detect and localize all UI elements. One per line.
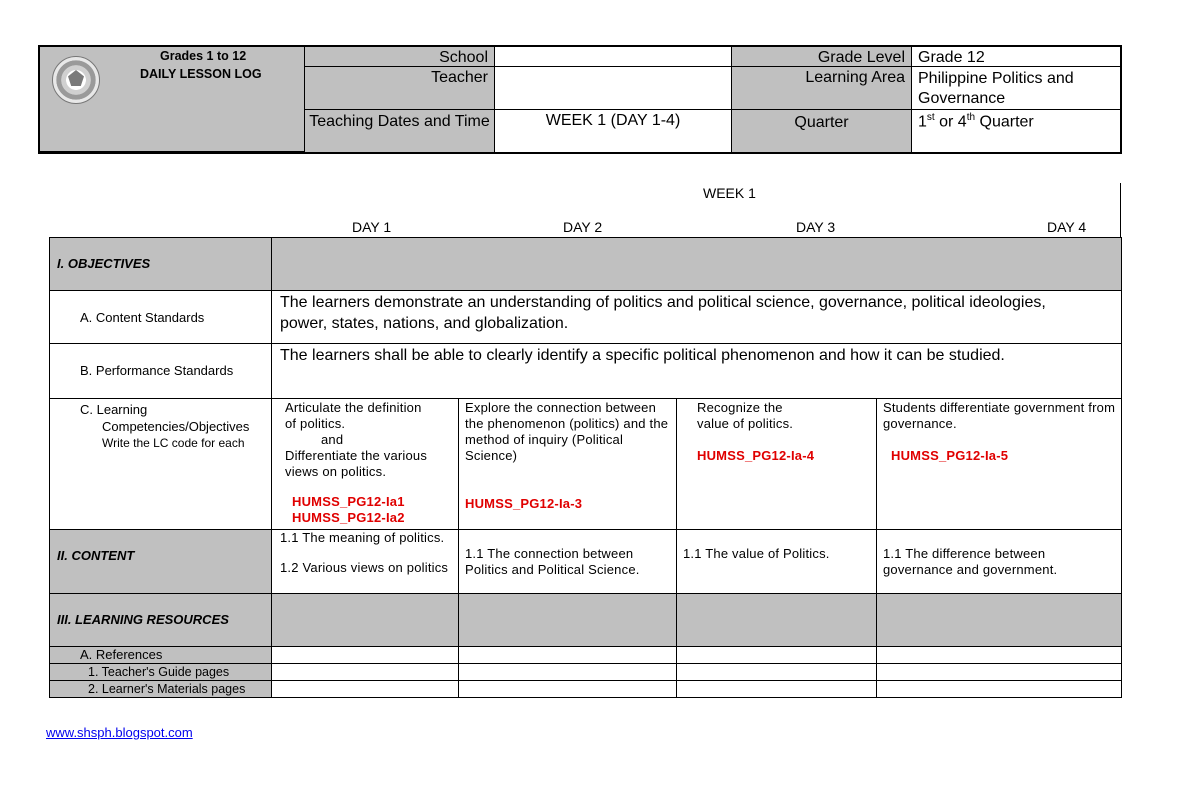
references-day-4[interactable] xyxy=(876,646,1122,664)
day-1-line-4: Differentiate the various xyxy=(285,448,428,463)
day-3-line-1: Recognize the xyxy=(697,400,783,415)
quarter-sup-1: st xyxy=(926,112,935,123)
day-3-competency xyxy=(676,398,877,530)
day-1-content-item-2: 1.2 Various views on politics xyxy=(280,560,449,575)
day-3-lc-code: HUMSS_PG12-Ia-4 xyxy=(697,448,815,463)
learners-materials-day-3[interactable] xyxy=(676,680,877,698)
deped-seal-icon xyxy=(52,56,100,104)
quarter-num-2: or 4 xyxy=(934,113,967,131)
teachers-guide-day-4[interactable] xyxy=(876,663,1122,681)
day-2-text: Explore the connection between the phenomenon (politics) and the method of inquiry (Political Science) xyxy=(465,400,669,463)
title-grades: Grades 1 to 12 xyxy=(160,49,247,63)
day-1-line-2: of politics. xyxy=(285,416,346,431)
teaching-dates-field[interactable]: WEEK 1 (DAY 1-4) xyxy=(495,110,732,152)
resources-day-3-cell xyxy=(676,593,877,647)
day-2-content: 1.1 The connection between Politics and Political Science. xyxy=(458,529,677,594)
quarter-field[interactable] xyxy=(912,110,1122,152)
learners-materials-day-2[interactable] xyxy=(458,680,677,698)
teaching-dates-label: Teaching Dates and Time xyxy=(305,110,495,152)
day-4-content: 1.1 The difference between governance and government. xyxy=(876,529,1122,594)
objectives-header-cell xyxy=(271,237,1122,291)
day-1-line-3: and xyxy=(321,432,344,447)
content-standards-label: A. Content Standards xyxy=(49,290,272,344)
day-1-lc-code-2: HUMSS_PG12-Ia2 xyxy=(292,510,405,525)
day-2-lc-code: HUMSS_PG12-Ia-3 xyxy=(465,496,583,511)
quarter-label: Quarter xyxy=(732,110,912,152)
learners-materials-day-4[interactable] xyxy=(876,680,1122,698)
content-label-text: II. CONTENT xyxy=(57,548,135,563)
day-2-competency xyxy=(458,398,677,530)
resources-day-4-cell xyxy=(876,593,1122,647)
references-label: A. References xyxy=(49,646,272,664)
learning-competencies-label xyxy=(49,398,272,530)
header-table xyxy=(38,45,1122,154)
references-day-1[interactable] xyxy=(271,646,459,664)
resources-day-2-cell xyxy=(458,593,677,647)
day-1-content-item-1: 1.1 The meaning of politics. xyxy=(280,530,445,545)
day-1-line-1: Articulate the definition xyxy=(285,400,422,415)
day-1-lc-code-1: HUMSS_PG12-Ia1 xyxy=(292,494,405,509)
day-4-lc-code: HUMSS_PG12-Ia-5 xyxy=(891,448,1009,463)
lc-label-line-1: C. Learning xyxy=(80,402,148,417)
learning-area-label: Learning Area xyxy=(732,67,912,110)
school-label: School xyxy=(305,47,495,67)
teachers-guide-day-2[interactable] xyxy=(458,663,677,681)
learning-area-field[interactable]: Philippine Politics and Governance xyxy=(912,67,1122,110)
content-standards-text: The learners demonstrate an understanding of politics and political science, governance, political ideologies, power, states, nations, and globalization. xyxy=(271,290,1122,344)
footer-link[interactable]: www.shsph.blogspot.com xyxy=(46,725,193,740)
day-2-heading: DAY 2 xyxy=(563,219,603,235)
day-3-heading: DAY 3 xyxy=(796,219,836,235)
teacher-field[interactable] xyxy=(495,67,732,110)
references-day-3[interactable] xyxy=(676,646,877,664)
resources-section-label xyxy=(49,593,272,647)
day-3-content: 1.1 The value of Politics. xyxy=(676,529,877,594)
day-1-content xyxy=(271,529,459,594)
day-1-competency xyxy=(271,398,459,530)
title-dll: DAILY LESSON LOG xyxy=(140,67,262,81)
objectives-section-label xyxy=(49,237,272,291)
teachers-guide-label: 1. Teacher's Guide pages xyxy=(49,663,272,681)
teachers-guide-day-3[interactable] xyxy=(676,663,877,681)
week-label: WEEK 1 xyxy=(703,185,756,201)
lc-label-line-3: Write the LC code for each xyxy=(102,436,245,450)
learners-materials-label: 2. Learner's Materials pages xyxy=(49,680,272,698)
references-day-2[interactable] xyxy=(458,646,677,664)
content-section-label xyxy=(49,529,272,594)
resources-day-1-cell xyxy=(271,593,459,647)
lc-label-line-2: Competencies/Objectives xyxy=(102,419,250,434)
teacher-label: Teacher xyxy=(305,67,495,110)
day-4-heading: DAY 4 xyxy=(1047,219,1087,235)
quarter-suffix: Quarter xyxy=(975,113,1034,131)
school-field[interactable] xyxy=(495,47,732,67)
grade-level-label: Grade Level xyxy=(732,47,912,67)
day-1-line-5: views on politics. xyxy=(285,464,387,479)
performance-standards-text: The learners shall be able to clearly identify a specific political phenomenon and how it can be studied. xyxy=(271,343,1122,399)
week-header-border xyxy=(1120,183,1121,238)
day-1-heading: DAY 1 xyxy=(352,219,392,235)
objectives-label-text: I. OBJECTIVES xyxy=(57,256,151,271)
day-4-text: Students differentiate government from governance. xyxy=(883,400,1116,431)
title-block xyxy=(40,47,305,152)
teachers-guide-day-1[interactable] xyxy=(271,663,459,681)
grade-level-field[interactable]: Grade 12 xyxy=(912,47,1122,67)
learners-materials-day-1[interactable] xyxy=(271,680,459,698)
day-4-competency xyxy=(876,398,1122,530)
performance-standards-label: B. Performance Standards xyxy=(49,343,272,399)
quarter-sup-2: th xyxy=(966,112,976,123)
resources-label-text: III. LEARNING RESOURCES xyxy=(57,612,229,627)
quarter-num-1: 1 xyxy=(918,113,927,131)
day-3-line-2: value of politics. xyxy=(697,416,794,431)
